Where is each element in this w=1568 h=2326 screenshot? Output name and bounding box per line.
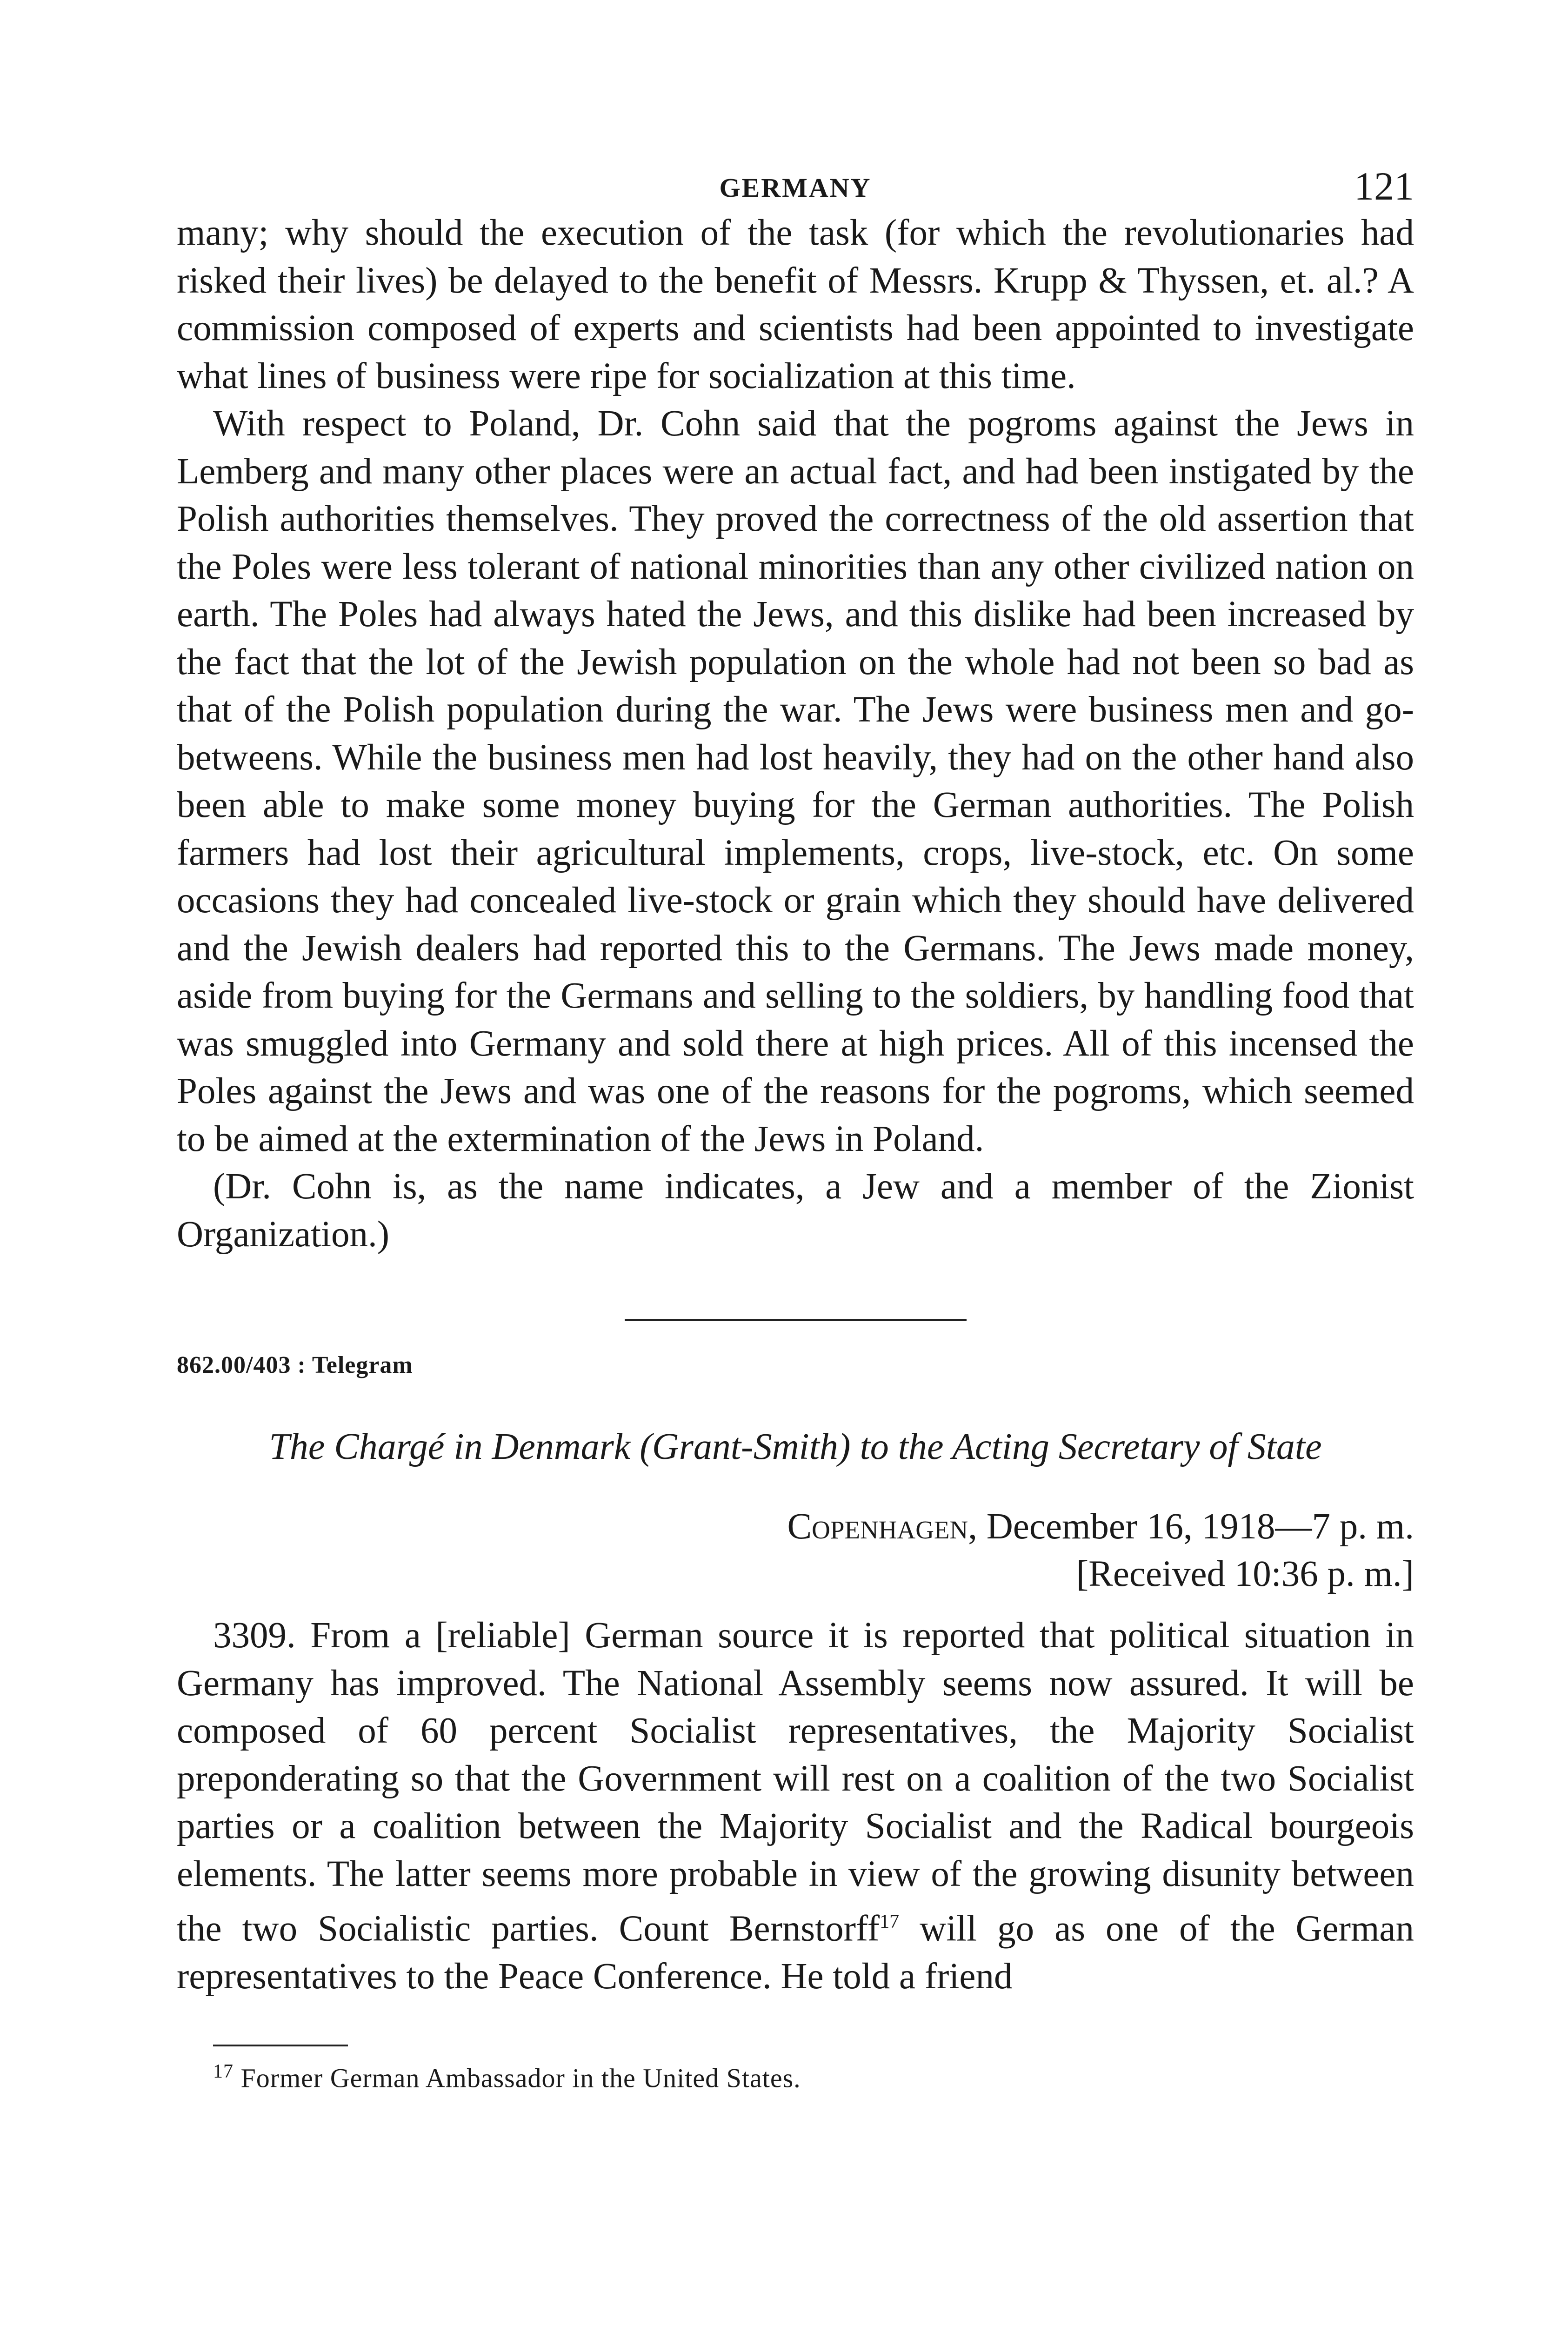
footnote-reference: 17 bbox=[880, 1911, 900, 1932]
footnote bbox=[213, 2060, 1414, 2093]
file-reference: 862.00/403 : Telegram bbox=[177, 1352, 413, 1378]
running-head: GERMANY bbox=[719, 173, 872, 203]
received-time: [Received 10:36 p. m.] bbox=[1076, 1554, 1414, 1594]
footnote-marker: 17 bbox=[213, 2061, 234, 2083]
telegram-text bbox=[177, 1612, 1414, 2000]
footnote-divider bbox=[213, 2045, 348, 2046]
telegram-text-part-1: 3309. From a [reliable] German source it is reported that political situation in Germany has improved. The National Assembly seems now assured. It will be composed of 60 percent Socialist representatives, the Majority Socialist preponderating so that the Government will rest on a coalition of the two Socialist parties or a coalition between the Majority Socialist and the Radical bourgeois elements. The latter seems more probable in view of the growing disunity between the two Socialistic parties. Count Bernstorff bbox=[177, 1615, 1414, 1949]
telegram-paragraph bbox=[177, 1612, 1414, 2000]
dateline bbox=[177, 1503, 1414, 1551]
body-text bbox=[177, 209, 1414, 1258]
footnote-text: Former German Ambassador in the United States. bbox=[234, 2063, 801, 2093]
page-number: 121 bbox=[1354, 164, 1414, 208]
document-heading: The Chargé in Denmark (Grant-Smith) to the Acting Secretary of State bbox=[269, 1426, 1322, 1467]
page-header bbox=[177, 154, 1414, 209]
dateline-date: , December 16, 1918—7 p. m. bbox=[968, 1506, 1414, 1547]
poland-paragraph: With respect to Poland, Dr. Cohn said that the pogroms against the Jews in Lemberg and many other places were an actual fact, and had been instigated by the Polish authorities themselves. They proved the correctness of the old assertion that the Poles were less tolerant of national minorities than any other civilized nation on earth. The Poles had always hated the Jews, and this dislike had been increased by the fact that the lot of the Jewish population on the whole had not been so bad as that of the Polish population during the war. The Jews were business men and go-betweens. While the business men had lost heavily, they had on the other hand also been able to make some money buying for the German authorities. The Polish farmers had lost their agricultural implements, crops, live-stock, etc. On some occasions they had concealed live-stock or grain which they should have delivered and the Jewish dealers had reported this to the Germans. The Jews made money, aside from buying for the Germans and selling to the soldiers, by handling food that was smuggled into Germany and sold there at high prices. All of this incensed the Poles against the Jews and was one of the reasons for the pogroms, which seemed to be aimed at the extermination of the Jews in Poland. bbox=[177, 403, 1414, 1159]
telegram-text-part-2: will go as one of the German representatives to the Peace Conference. He told a friend bbox=[177, 1908, 1414, 1997]
section-divider bbox=[625, 1319, 967, 1321]
continued-paragraph: many; why should the execution of the task (for which the revolutionaries had risked their lives) be delayed to the benefit of Messrs. Krupp & Thyssen, et. al.? A commission composed of experts and scientists had been appointed to investigate what lines of business were ripe for socialization at this time. bbox=[177, 213, 1414, 396]
document-page bbox=[177, 154, 1414, 2094]
dateline-place: Copenhagen bbox=[787, 1506, 968, 1547]
cohn-note-paragraph: (Dr. Cohn is, as the name indicates, a Jew and a member of the Zionist Organization.) bbox=[177, 1166, 1414, 1255]
